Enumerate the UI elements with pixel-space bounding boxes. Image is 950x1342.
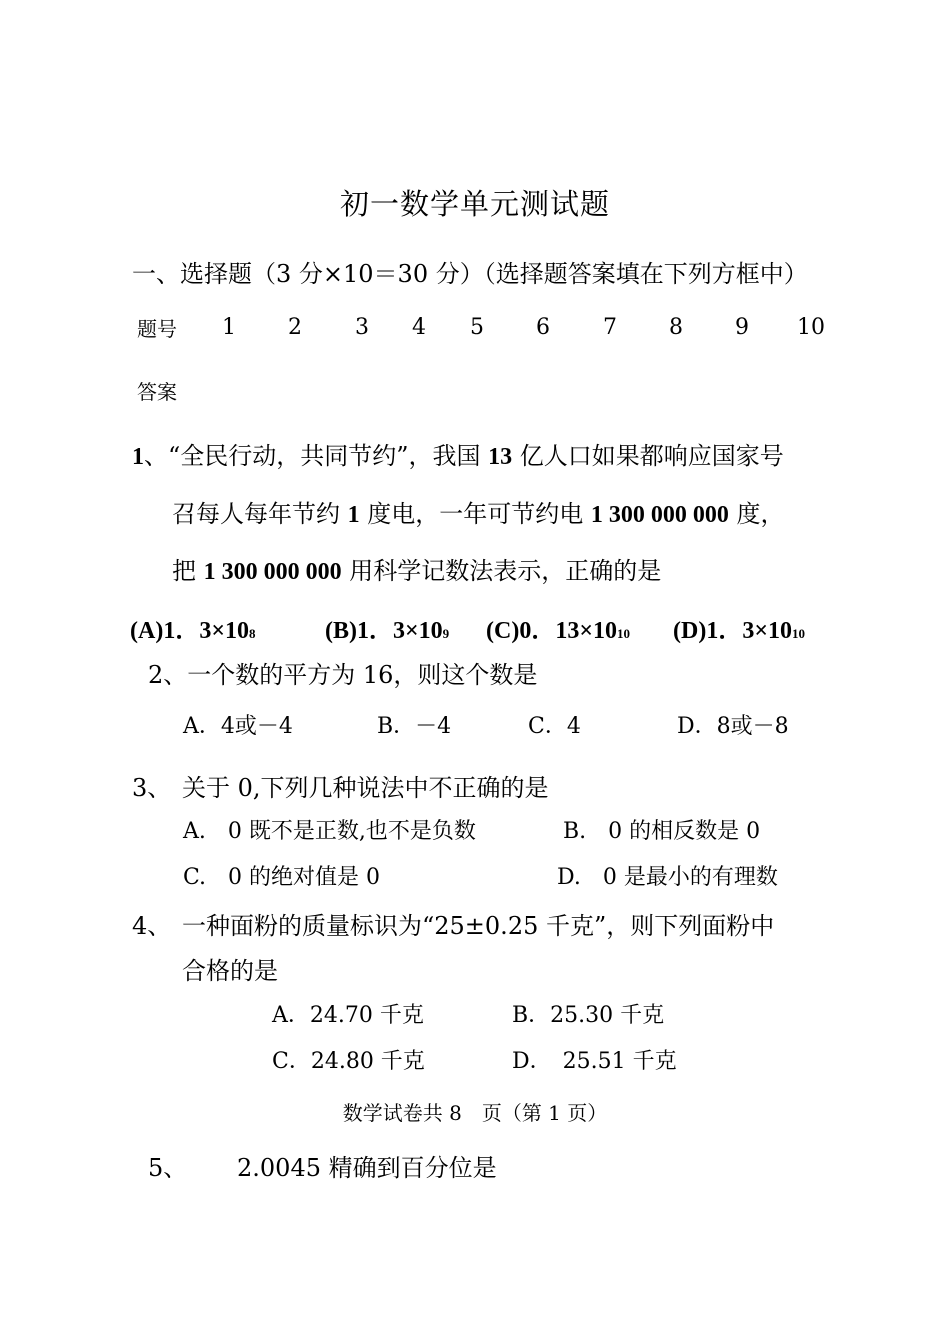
question-4-line-1: 一种面粉的质量标识为“25±0.25 千克”，则下列面粉中 — [182, 912, 775, 940]
question-4-option-c: C．24.80 千克 — [272, 1049, 425, 1074]
text: 用科学记数法表示，正确的是 — [341, 557, 662, 585]
text: 度电，一年可节约电 — [359, 500, 591, 528]
text: 亿人口如果都响应国家号 — [512, 442, 784, 470]
table-number-cell: 8 — [669, 315, 683, 340]
question-3-option-c: C. 0 的绝对值是 0 — [183, 865, 381, 890]
exponent: 8 — [249, 626, 256, 641]
question-3: 关于 0,下列几种说法中不正确的是 — [182, 774, 549, 802]
question-2-option-b: B．－4 — [377, 714, 452, 739]
table-number-cell: 2 — [288, 315, 302, 340]
question-2: 2、一个数的平方为 16，则这个数是 — [148, 661, 538, 689]
number: 1 — [347, 502, 360, 528]
question-1-option-d — [673, 610, 805, 645]
exponent: 10 — [792, 626, 805, 641]
exponent: 9 — [442, 626, 450, 641]
question-4-line-2: 合格的是 — [182, 957, 278, 985]
text: “全民行动，共同节约”，我国 — [168, 442, 489, 470]
table-number-cell: 1 — [222, 315, 236, 340]
question-5-number: 5、 — [148, 1154, 188, 1182]
question-1-option-b — [325, 610, 449, 645]
page-title: 初一数学单元测试题 — [339, 187, 610, 221]
question-5: 2.0045 精确到百分位是 — [237, 1154, 497, 1182]
text: 召每人每年节约 — [172, 500, 348, 528]
option-label: (C)0．13×10 — [486, 618, 617, 644]
number: 1 300 000 000 — [203, 559, 342, 585]
question-4-number: 4、 — [132, 912, 172, 940]
question-3-option-b: B. 0 的相反数是 0 — [563, 819, 761, 844]
question-2-option-a: A．4或－4 — [183, 714, 293, 739]
option-label: (B)1．3×10 — [325, 618, 443, 644]
question-number: 1 — [132, 444, 144, 470]
question-3-option-d: D. 0 是最小的有理数 — [557, 865, 778, 890]
table-number-cell: 4 — [412, 315, 426, 340]
question-3-option-a: A. 0 既不是正数,也不是负数 — [183, 819, 476, 844]
table-number-cell: 5 — [470, 315, 484, 340]
question-1-option-a — [130, 610, 256, 645]
table-row-label-answer: 答案 — [137, 380, 177, 404]
table-row-label-number: 题号 — [137, 317, 177, 341]
table-number-cell: 7 — [603, 315, 617, 340]
question-2-option-d: D．8或－8 — [677, 714, 789, 739]
question-1-option-c — [486, 610, 630, 645]
question-3-number: 3、 — [132, 774, 172, 802]
question-2-option-c: C．4 — [528, 714, 581, 739]
question-4-option-d: D． 25.51 千克 — [512, 1049, 677, 1074]
option-label: (A)1．3×10 — [130, 618, 249, 644]
question-1-line-1 — [132, 436, 784, 471]
number: 1 300 000 000 — [590, 502, 729, 528]
number: 13 — [488, 444, 513, 470]
question-4-option-b: B．25.30 千克 — [512, 1003, 665, 1028]
section-heading: 一、选择题（3 分×10＝30 分）（选择题答案填在下列方框中） — [132, 260, 808, 288]
option-label: (D)1．3×10 — [673, 618, 792, 644]
page-footer: 数学试卷共 8 页（第 1 页） — [342, 1101, 608, 1125]
table-number-cell: 3 — [355, 315, 369, 340]
table-number-cell: 9 — [735, 315, 749, 340]
question-1-line-3 — [172, 551, 661, 586]
exponent: 10 — [617, 626, 630, 641]
table-number-cell: 10 — [797, 315, 825, 340]
table-number-cell: 6 — [536, 315, 550, 340]
question-4-option-a: A．24.70 千克 — [272, 1003, 424, 1028]
text: 度， — [728, 500, 785, 528]
question-separator: 、 — [144, 442, 168, 470]
text: 把 — [172, 557, 204, 585]
question-1-line-2 — [172, 494, 785, 529]
